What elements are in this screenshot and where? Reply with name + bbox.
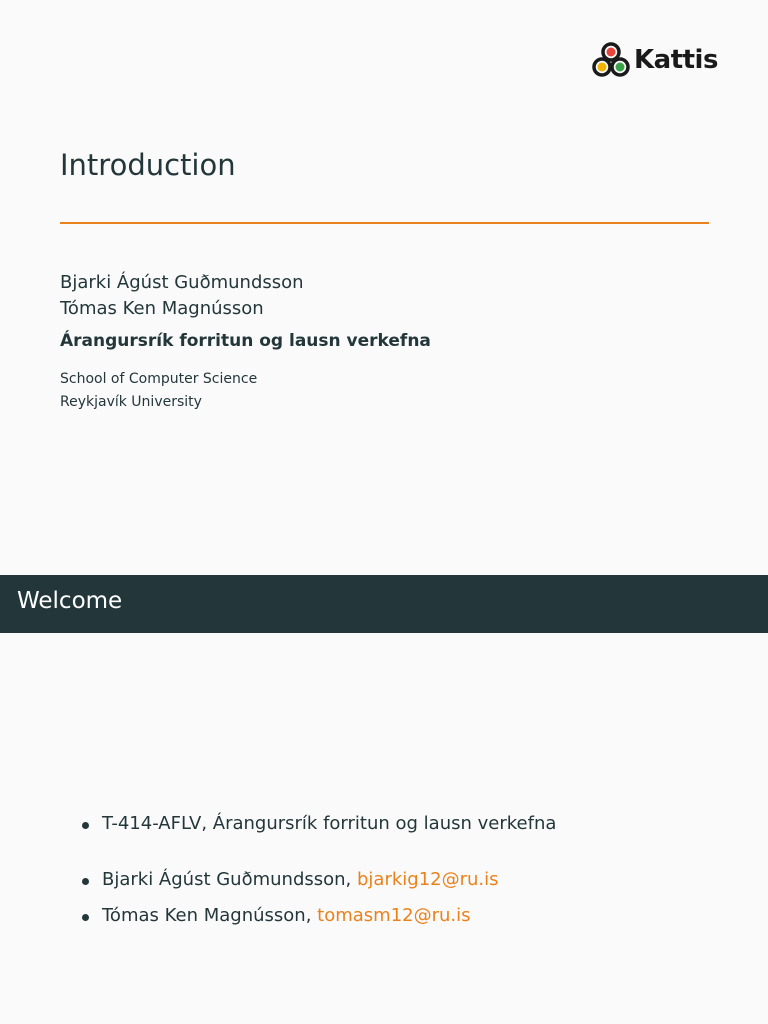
welcome-bullet-list: [78, 812, 738, 928]
kattis-logo: [592, 42, 718, 78]
institute-university: Reykjavík University: [60, 394, 202, 410]
bullet-text: Tómas Ken Magnússon,: [102, 905, 318, 926]
kattis-logo-icon: [592, 42, 630, 78]
email-link-tomas[interactable]: tomasm12@ru.is: [317, 905, 471, 926]
list-item: [78, 868, 738, 892]
frame-title-bar: [0, 575, 768, 633]
bullet-text: Bjarki Ágúst Guðmundsson,: [102, 869, 357, 890]
bullet-text: T-414-AFLV, Árangursrík forritun og lausn verkefna: [102, 813, 557, 834]
bullet-icon: [82, 914, 89, 921]
course-title: Árangursrík forritun og lausn verkefna: [60, 331, 431, 351]
author-2: Tómas Ken Magnússon: [60, 298, 264, 319]
list-item: [78, 812, 738, 836]
email-link-bjarki[interactable]: bjarkig12@ru.is: [357, 869, 499, 890]
bullet-icon: [82, 878, 89, 885]
title-divider: [60, 222, 709, 224]
kattis-logo-text: Kattis: [634, 45, 718, 75]
bullet-icon: [82, 822, 89, 829]
author-1: Bjarki Ágúst Guðmundsson: [60, 272, 304, 293]
presentation-title: Introduction: [60, 148, 236, 182]
institute-school: School of Computer Science: [60, 371, 258, 387]
list-item: [78, 904, 738, 928]
frame-title: Welcome: [17, 588, 123, 614]
